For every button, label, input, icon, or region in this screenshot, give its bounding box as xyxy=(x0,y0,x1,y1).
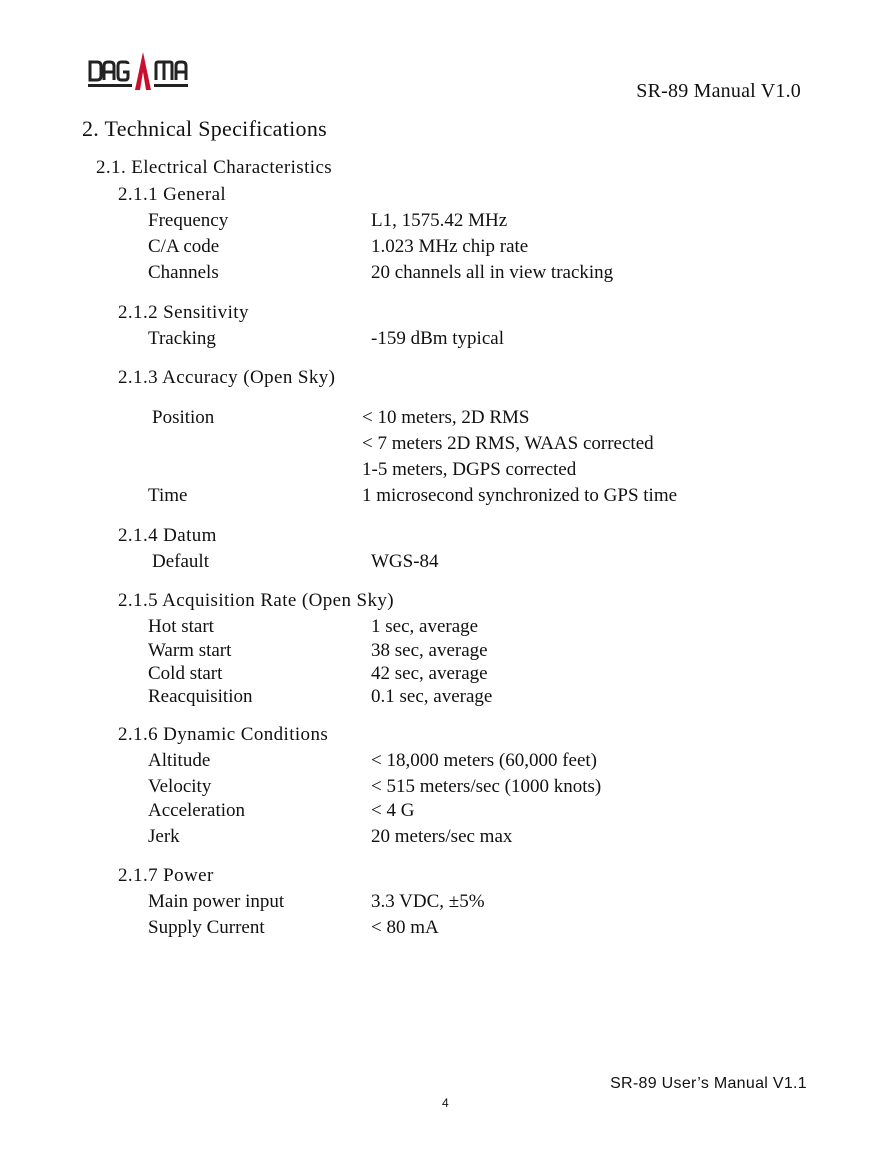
spec-label: Default xyxy=(152,551,209,572)
spec-label: C/A code xyxy=(148,236,220,257)
logo-tower-mark xyxy=(135,52,151,90)
spec-value: 1.023 MHz chip rate xyxy=(371,236,529,257)
spec-label: Tracking xyxy=(148,328,216,349)
spec-label: Main power input xyxy=(148,891,285,912)
datum-heading: 2.1.4 Datum xyxy=(118,525,217,546)
acquisition-heading: 2.1.5 Acquisition Rate (Open Sky) xyxy=(118,590,395,611)
dynamic-heading: 2.1.6 Dynamic Conditions xyxy=(118,724,329,745)
spec-label: Time xyxy=(148,485,188,506)
page-number: 4 xyxy=(442,1096,449,1110)
footer-title: SR-89 User’s Manual V1.1 xyxy=(610,1075,807,1092)
spec-label: Warm start xyxy=(148,640,232,661)
section-title: 2. Technical Specifications xyxy=(82,116,328,141)
spec-label: Frequency xyxy=(148,210,229,231)
spec-value: < 18,000 meters (60,000 feet) xyxy=(371,750,597,771)
spec-label: Jerk xyxy=(148,826,180,847)
spec-value: < 4 G xyxy=(371,800,415,821)
spec-value: 1 microsecond synchronized to GPS time xyxy=(362,485,678,506)
dagama-logo xyxy=(88,50,198,92)
sensitivity-heading: 2.1.2 Sensitivity xyxy=(118,302,249,323)
spec-value: 3.3 VDC, ±5% xyxy=(371,891,485,912)
spec-label: Supply Current xyxy=(148,917,265,938)
spec-value: -159 dBm typical xyxy=(371,328,504,349)
spec-value: 20 channels all in view tracking xyxy=(371,262,614,283)
spec-label: Cold start xyxy=(148,663,223,684)
spec-value: 20 meters/sec max xyxy=(371,826,513,847)
spec-label: Acceleration xyxy=(148,800,246,821)
spec-value: 0.1 sec, average xyxy=(371,686,493,707)
spec-value: < 7 meters 2D RMS, WAAS corrected xyxy=(362,433,654,454)
accuracy-heading: 2.1.3 Accuracy (Open Sky) xyxy=(118,367,336,388)
spec-value: < 80 mA xyxy=(371,917,439,938)
spec-label: Position xyxy=(152,407,215,428)
spec-value: < 10 meters, 2D RMS xyxy=(362,407,530,428)
spec-value: 38 sec, average xyxy=(371,640,488,661)
spec-label: Reacquisition xyxy=(148,686,253,707)
spec-value: 1 sec, average xyxy=(371,616,479,637)
spec-label: Velocity xyxy=(148,776,212,797)
power-heading: 2.1.7 Power xyxy=(118,865,214,886)
spec-value: 42 sec, average xyxy=(371,663,488,684)
spec-value: < 515 meters/sec (1000 knots) xyxy=(371,776,602,797)
spec-value: 1-5 meters, DGPS corrected xyxy=(362,459,577,480)
spec-value: WGS-84 xyxy=(371,551,439,572)
general-heading: 2.1.1 General xyxy=(118,184,227,205)
header-title: SR-89 Manual V1.0 xyxy=(636,80,801,102)
spec-label: Hot start xyxy=(148,616,214,637)
spec-label: Channels xyxy=(148,262,219,283)
spec-value: L1, 1575.42 MHz xyxy=(371,210,508,231)
subsection-title: 2.1. Electrical Characteristics xyxy=(96,157,333,178)
spec-label: Altitude xyxy=(148,750,211,771)
